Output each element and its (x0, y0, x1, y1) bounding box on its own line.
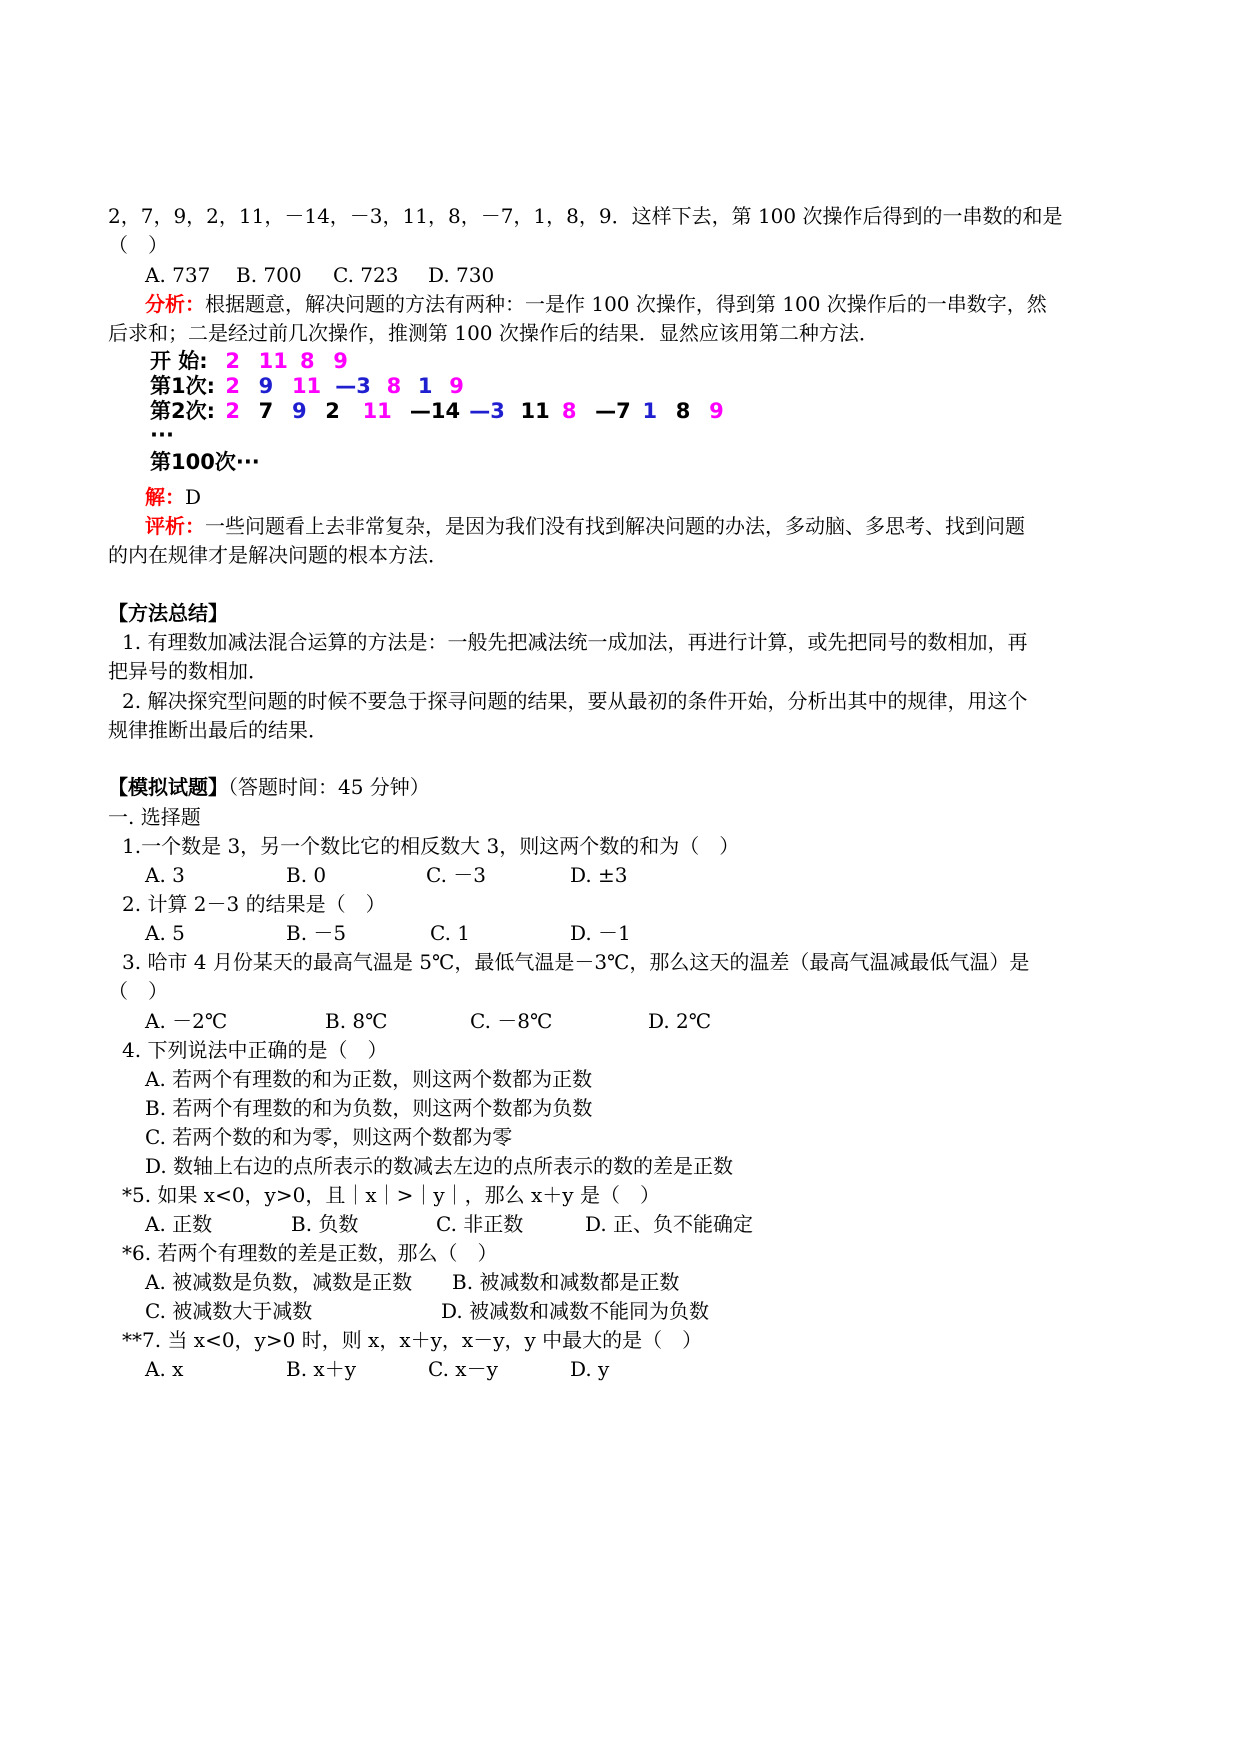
question-1: 1.一个数是 3，另一个数比它的相反数大 3，则这两个数的和为（ ） (122, 834, 740, 858)
q1-option-b: B. 0 (286, 863, 327, 887)
q1-option-d: D. ±3 (570, 863, 628, 887)
solution-line (145, 484, 201, 510)
sequence-number: —3 (335, 374, 371, 398)
method-point-1: 1. 有理数加减法混合运算的方法是：一般先把减法统一成加法，再进行计算，或先把同号的数相加，再 (122, 630, 1028, 654)
mock-time: （答题时间：45 分钟） (228, 775, 430, 799)
sequence-number: 9 (258, 374, 274, 398)
sequence-number: 11 (362, 399, 392, 423)
comment-text-line2: 的内在规律才是解决问题的根本方法． (108, 543, 448, 567)
sequence-number: 7 (258, 399, 274, 423)
question-text-line: 2，7，9，2，11，－14，－3，11，8，－7，1，8，9．这样下去，第 100 次操作后得到的一串数的和是 (108, 204, 1063, 228)
sequence-number: 8 (675, 399, 691, 423)
comment-text: 一些问题看上去非常复杂，是因为我们没有找到解决问题的办法，多动脑、多思考、找到问题 (205, 514, 1025, 538)
question-4: 4. 下列说法中正确的是（ ） (122, 1038, 388, 1062)
sequence-row-2 (150, 398, 729, 424)
question-bracket: （ ） (108, 233, 168, 257)
q3-option-a: A. －2℃ (145, 1009, 228, 1033)
option-b: B. 700 (236, 263, 302, 287)
question-5: *5. 如果 x<0，y>0，且｜x｜>｜y｜，那么 x＋y 是（ ） (122, 1183, 660, 1207)
comment-paragraph (145, 513, 1025, 539)
q6-option-d: D. 被减数和减数不能同为负数 (441, 1299, 710, 1323)
sequence-number: —14 (409, 399, 461, 423)
analysis-text-line2: 后求和；二是经过前几次操作，推测第 100 次操作后的结果．显然应该用第二种方法． (108, 321, 879, 345)
q4-option-a: A. 若两个有理数的和为正数，则这两个数都为正数 (145, 1067, 593, 1091)
q3-option-c: C. －8℃ (470, 1009, 553, 1033)
sequence-number: 8 (561, 399, 577, 423)
method-title: 【方法总结】 (108, 601, 228, 625)
analysis-text: 根据题意，解决问题的方法有两种：一是作 100 次操作，得到第 100 次操作后的一串数字，然 (205, 292, 1047, 316)
q4-option-d: D. 数轴上右边的点所表示的数减去左边的点所表示的数的差是正数 (145, 1154, 734, 1178)
option-c: C. 723 (333, 263, 399, 287)
sequence-number: 9 (449, 374, 464, 398)
solution-answer: D (185, 485, 202, 509)
sequence-number: 2 (225, 374, 240, 398)
question-6: *6. 若两个有理数的差是正数，那么（ ） (122, 1241, 498, 1265)
sequence-number: 11 (520, 399, 550, 423)
solution-label: 解： (145, 485, 185, 509)
q5-option-c: C. 非正数 (436, 1212, 524, 1236)
sequence-number: —7 (595, 399, 631, 423)
sequence-row-label: 开 始: (150, 349, 208, 373)
q5-option-a: A. 正数 (145, 1212, 213, 1236)
question-7: **7. 当 x<0，y>0 时，则 x，x＋y，x－y，y 中最大的是（ ） (122, 1328, 703, 1352)
q2-option-b: B. －5 (286, 921, 347, 945)
method-point-1-line2: 把异号的数相加． (108, 659, 268, 683)
question-2: 2. 计算 2－3 的结果是（ ） (122, 892, 386, 916)
sequence-number: 2 (325, 399, 340, 423)
q5-option-b: B. 负数 (291, 1212, 359, 1236)
q3-option-d: D. 2℃ (648, 1009, 712, 1033)
q6-option-c: C. 被减数大于减数 (145, 1299, 313, 1323)
sequence-row-label: 第1次: (150, 374, 216, 398)
sequence-number: 8 (299, 349, 315, 373)
q2-option-a: A. 5 (145, 921, 185, 945)
q7-option-a: A. x (145, 1357, 184, 1381)
sequence-row-start (150, 348, 359, 374)
option-a: A. 737 (145, 263, 211, 287)
method-point-2: 2. 解决探究型问题的时候不要急于探寻问题的结果，要从最初的条件开始，分析出其中的规律，用这个 (122, 689, 1028, 713)
q6-option-a: A. 被减数是负数，减数是正数 (145, 1270, 413, 1294)
q7-option-d: D. y (570, 1357, 610, 1381)
q6-option-b: B. 被减数和减数都是正数 (452, 1270, 680, 1294)
sequence-number: 8 (386, 374, 402, 398)
q1-option-c: C. －3 (426, 863, 487, 887)
sequence-number: 1 (642, 399, 658, 423)
q1-option-a: A. 3 (145, 863, 185, 887)
sequence-number: 9 (333, 349, 348, 373)
q3-option-b: B. 8℃ (325, 1009, 388, 1033)
q4-option-c: C. 若两个数的和为零，则这两个数都为零 (145, 1125, 513, 1149)
mock-title-line (108, 774, 430, 800)
q7-option-b: B. x＋y (286, 1357, 356, 1381)
question-3: 3. 哈市 4 月份某天的最高气温是 5℃，最低气温是－3℃，那么这天的温差（最高气温减最低气温）是 (122, 950, 1030, 974)
analysis-paragraph (145, 291, 1047, 317)
sequence-number: 2 (225, 349, 240, 373)
method-point-2-line2: 规律推断出最后的结果． (108, 718, 328, 742)
sequence-number: —3 (469, 399, 505, 423)
sequence-number: 2 (225, 399, 240, 423)
section-heading: 一. 选择题 (108, 805, 201, 829)
sequence-number: 9 (291, 399, 307, 423)
analysis-label: 分析： (145, 292, 205, 316)
q2-option-d: D. －1 (570, 921, 631, 945)
sequence-row-1 (150, 373, 473, 399)
sequence-number: 1 (417, 374, 433, 398)
sequence-row-label: 第2次: (150, 399, 216, 423)
q4-option-b: B. 若两个有理数的和为负数，则这两个数都为负数 (145, 1096, 593, 1120)
q5-option-d: D. 正、负不能确定 (585, 1212, 754, 1236)
q7-option-c: C. x－y (428, 1357, 498, 1381)
sequence-number: 11 (258, 349, 288, 373)
comment-label: 评析： (145, 514, 205, 538)
question-3-bracket: （ ） (108, 979, 168, 1003)
sequence-number: 9 (709, 399, 724, 423)
option-d: D. 730 (428, 263, 495, 287)
sequence-row-100: 第100次··· (150, 450, 260, 474)
sequence-ellipsis: ··· (150, 423, 174, 447)
sequence-number: 11 (291, 374, 322, 398)
mock-title: 【模拟试题】 (108, 775, 228, 799)
q2-option-c: C. 1 (430, 921, 471, 945)
